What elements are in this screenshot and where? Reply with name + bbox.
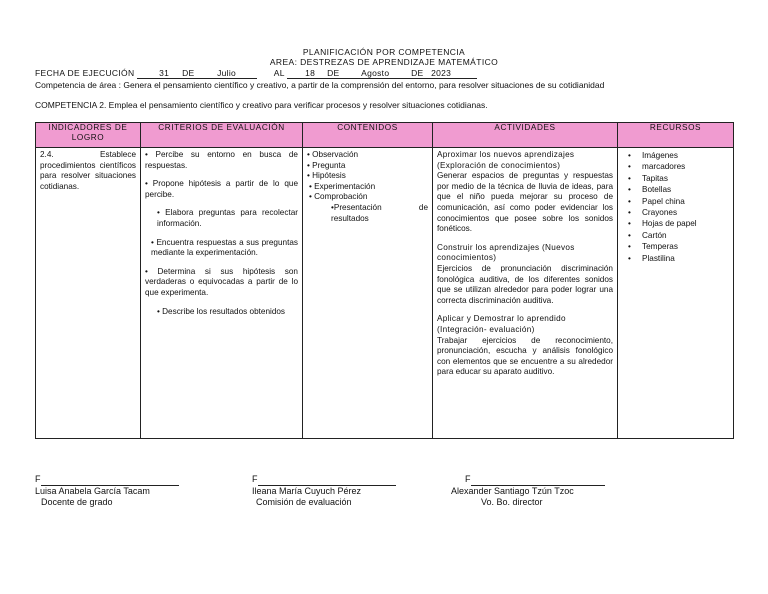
- actividad-title: Aplicar y Demostrar lo aprendido (Integración- evaluación): [437, 314, 566, 334]
- actividades-cell: [433, 148, 618, 439]
- contenidos-list: [307, 150, 428, 224]
- criterio-item: • Describe los resultados obtenidos: [157, 306, 286, 316]
- recurso-item: • Temperas: [642, 241, 729, 252]
- actividad-title: Aproximar los nuevos aprendizajes (Exploración de conocimientos): [437, 150, 575, 170]
- contenido-item: • Hipótesis: [307, 171, 346, 181]
- contenido-item: • Pregunta: [307, 160, 346, 170]
- fecha-de3: DE: [411, 68, 424, 78]
- signature-role: Docente de grado: [41, 497, 113, 507]
- actividad-title: Construir los aprendizajes (Nuevos conocimientos): [437, 242, 575, 263]
- actividad-block: [437, 314, 613, 378]
- signature-name: Alexander Santiago Tzún Tzoc: [451, 486, 574, 496]
- criterio-item: • Elabora preguntas para recolectar información.: [157, 208, 298, 228]
- fecha-day1: 31: [159, 68, 170, 78]
- header-criterios: CRITERIOS DE EVALUACIÓN: [141, 123, 303, 148]
- fecha-inicio: [137, 68, 257, 79]
- signature-block: [451, 474, 641, 508]
- actividad-text: Ejercicios de pronunciación discriminación fonológica auditiva, de los diferentes sonidos que se utilizan alrededor para poder lograr una correcta discriminación auditiva.: [437, 263, 613, 305]
- recursos-cell: [618, 148, 734, 439]
- table-header-row: [36, 123, 734, 148]
- contenido-item: • Comprobación: [309, 192, 368, 202]
- recurso-item: • Imágenes: [642, 150, 729, 161]
- recurso-item: • Botellas: [642, 184, 729, 195]
- signature-name: Luisa Anabela García Tacam: [35, 486, 150, 496]
- recurso-item: • Crayones: [642, 207, 729, 218]
- signature-block: [35, 474, 215, 508]
- signature-block: [252, 474, 432, 508]
- signature-role: Comisión de evaluación: [256, 497, 352, 507]
- fecha-al: AL: [273, 68, 285, 78]
- recurso-item: • Plastilina: [642, 253, 729, 264]
- fecha-year: 2023: [431, 68, 452, 78]
- recurso-item: • Cartón: [642, 230, 729, 241]
- criterio-item: • Determina si sus hipótesis son verdaderas o equivocadas a partir de lo que experimenta.: [145, 266, 298, 297]
- header-actividades: ACTIVIDADES: [433, 123, 618, 148]
- criterio-item: • Encuentra respuestas a sus preguntas mediante la experimentación.: [151, 237, 298, 258]
- contenidos-cell: [303, 148, 433, 439]
- signature-line: [258, 474, 396, 486]
- criterio-item: • Propone hipótesis a partir de lo que percibe.: [145, 179, 298, 199]
- actividad-text: Trabajar ejercicios de reconocimiento, pronunciación, escucha y análisis fonológico con elementos que se encuentre a su alrededor para educar su aparato auditivo.: [437, 335, 613, 377]
- signature-name: Ileana María Cuyuch Pérez: [252, 486, 362, 496]
- competencia-2: COMPETENCIA 2. Emplea el pensamiento científico y creativo para verificar procesos y resolver situaciones cotidianas.: [35, 100, 488, 110]
- recurso-item: • Papel china: [642, 196, 729, 207]
- fecha-ejecucion: [35, 68, 735, 79]
- fecha-month1: Julio: [217, 68, 237, 78]
- fecha-day2: 18: [305, 68, 316, 78]
- fecha-de2: DE: [327, 68, 340, 78]
- recurso-item: • Hojas de papel: [642, 218, 729, 229]
- fecha-fin: [287, 68, 477, 79]
- signature-prefix: F: [35, 474, 41, 484]
- fecha-label: FECHA DE EJECUCIÓN: [35, 68, 135, 78]
- table-row: [36, 148, 734, 439]
- actividad-block: [437, 243, 613, 307]
- contenido-item: • Observación: [307, 150, 359, 159]
- planning-table: [35, 122, 734, 439]
- actividad-text: Generar espacios de preguntas y respuestas por medio de la técnica de lluvia de ideas, para que el niño pueda mejorar su proceso de comunicación, así como poder evidenciar los conocimientos que posee sobre los sonidos fonéticos.: [437, 171, 613, 234]
- header-contenidos: CONTENIDOS: [303, 123, 433, 148]
- signature-role: Vo. Bo. director: [481, 497, 543, 507]
- fecha-month2: Agosto: [361, 68, 390, 78]
- header-recursos: RECURSOS: [618, 123, 734, 148]
- signature-line: [471, 474, 605, 486]
- criterios-cell: [141, 148, 303, 439]
- signature-prefix: F: [465, 474, 471, 484]
- competencia-area: Competencia de área : Genera el pensamiento científico y creativo, a partir de la comprensión del entorno, para resolver situaciones de su cotidianidad: [35, 80, 605, 90]
- recurso-item: • marcadores: [642, 161, 729, 172]
- contenido-item: •Presentación de resultados: [331, 202, 428, 223]
- fecha-de1: DE: [182, 68, 195, 78]
- recursos-list: [622, 150, 729, 264]
- actividad-block: [437, 150, 613, 235]
- signature-line: [41, 474, 179, 486]
- document-area: AREA: DESTREZAS DE APRENDIZAJE MATEMÁTICO: [269, 57, 499, 67]
- contenido-item: • Experimentación: [309, 181, 376, 191]
- recurso-item: • Tapitas: [642, 173, 729, 184]
- indicador-cell: 2.4. Establece procedimientos científicos para resolver situaciones cotidianas.: [36, 148, 141, 439]
- document-title: PLANIFICACIÓN POR COMPETENCIA: [302, 47, 466, 57]
- criterio-item: • Percibe su entorno en busca de respuestas.: [145, 150, 298, 170]
- signature-prefix: F: [252, 474, 258, 484]
- header-indicadores: INDICADORES DE LOGRO: [36, 123, 141, 148]
